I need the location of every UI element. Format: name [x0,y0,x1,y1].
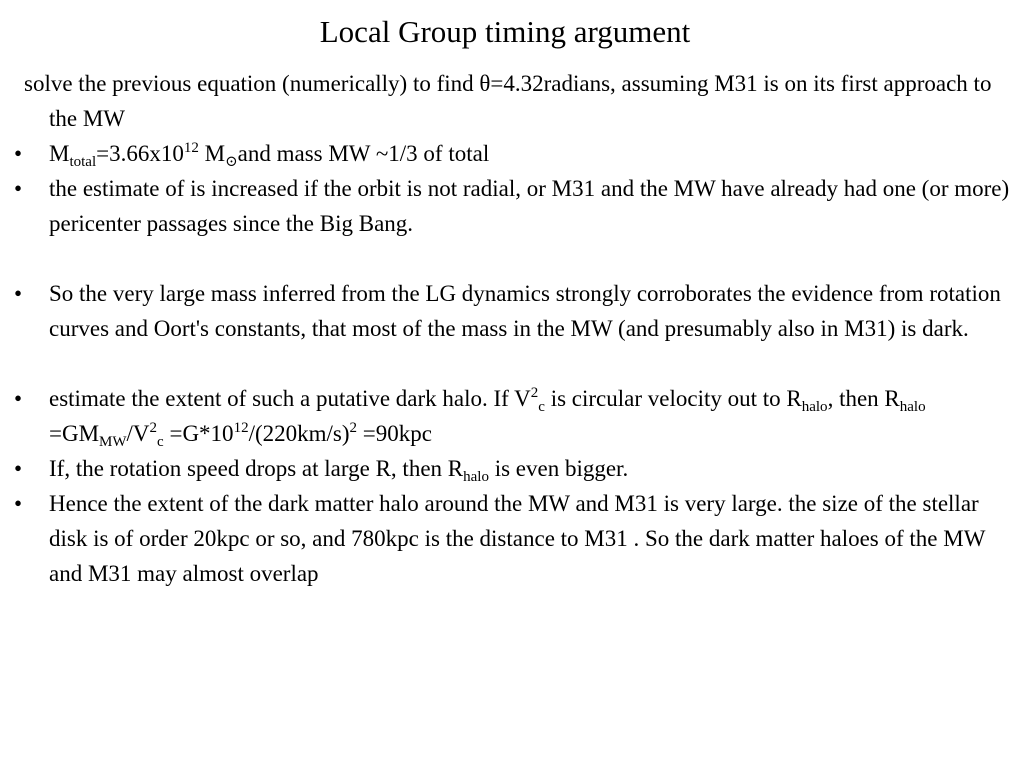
slide-title: Local Group timing argument [319,14,691,49]
bullet-rotation-speed: • If, the rotation speed drops at large R, then $R_{halo}$ is even bigger. [14,451,1014,486]
spacer [14,241,1014,276]
paragraph-approach [14,66,1014,136]
bullet-dark-mass: • So the very large mass inferred from the LG dynamics strongly corroborates the evidence from rotation curves and Oort's constants, that most of the mass in the MW (and presumably also in M31) is dark. [14,276,1014,346]
sun-symbol: ⊙ [225,154,238,170]
paragraph-approach-text: solve the previous equation (numerically) to find θ=4.32radians, assuming M31 is on its first approach to the MW [24,71,992,131]
spacer [14,346,1014,381]
bullet-marker: • [14,386,23,411]
bullet-orbit-estimate: • the estimate of is increased if the orbit is not radial, or M31 and the MW have already had one (or more) pericenter passages since the Big Bang. [14,171,1014,241]
bullet-marker: • [14,281,23,306]
slide-body [14,66,1014,591]
bullet-total-mass: • $M_{total}=3.66x10^{12}$ $M_⊙and$ mass MW ~1/3 of total [14,136,1014,171]
bullet-marker: • [14,141,23,166]
bullet-halo-extent: • estimate the extent of such a putative dark halo. If $V^2_c$ is circular velocity out to $R_{halo}$, then $R_{halo} =GM_{MW}/V^2_c =G*10^{12}/(220km/s)^2 =90kpc$ [14,381,1014,451]
bullet-marker: • [14,491,23,516]
bullet-marker: • [14,456,23,481]
bullet-halo-overlap: • Hence the extent of the dark matter halo around the MW and M31 is very large. the size of the stellar disk is of order 20kpc or so, and 780kpc is the distance to M31 . So the dark matter haloes of the MW and M31 may almost overlap [14,486,1014,591]
bullet-marker: • [14,176,23,201]
